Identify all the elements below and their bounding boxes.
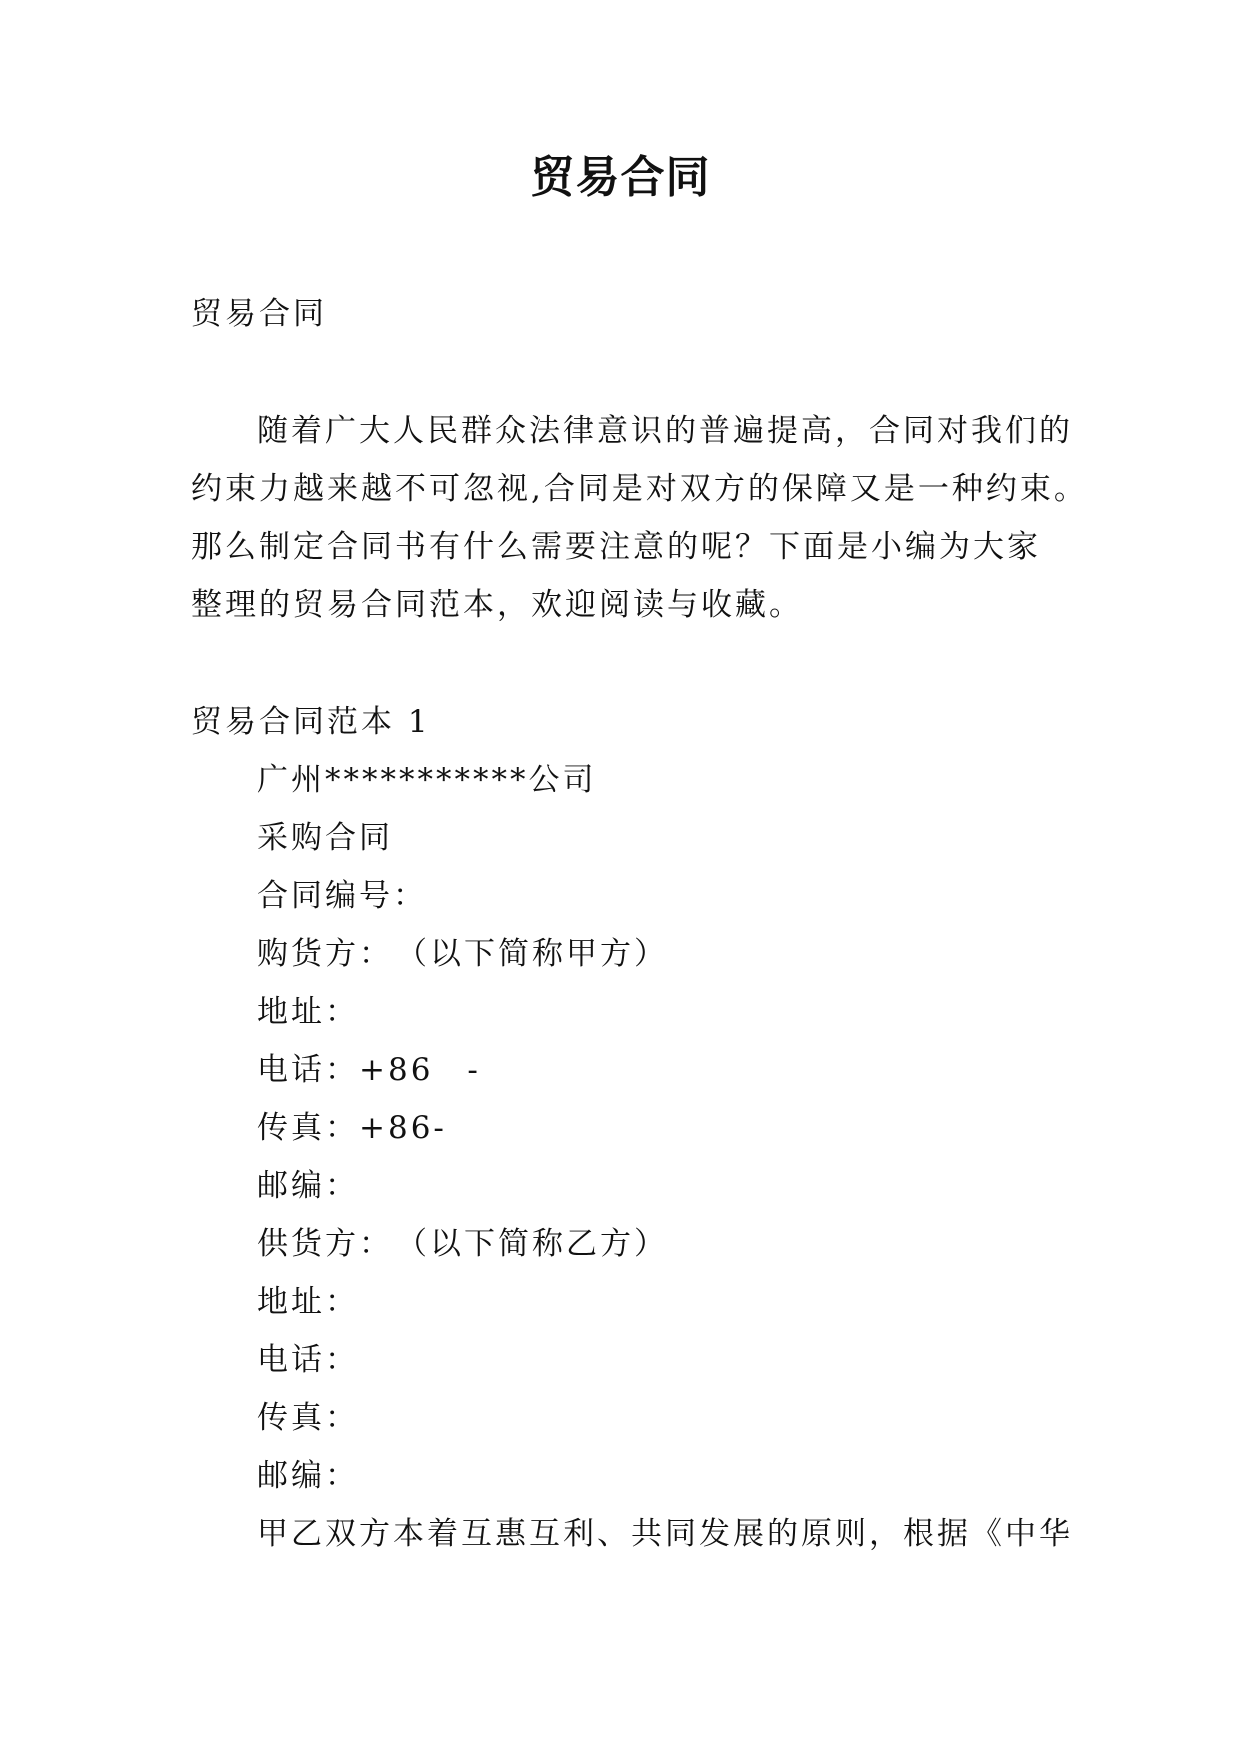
supplier-postcode-field: 邮编： <box>257 1458 359 1494</box>
contract-type: 采购合同 <box>257 820 393 856</box>
intro-line-2: 约束力越来越不可忽视,合同是对双方的保障又是一种约束。 <box>191 471 1088 507</box>
agreement-clause: 甲乙双方本着互惠互利、共同发展的原则，根据《中华 <box>257 1516 1073 1552</box>
supplier-phone-field: 电话： <box>257 1342 359 1378</box>
buyer-phone-field: 电话：+86 - <box>257 1052 481 1088</box>
intro-line-3: 那么制定合同书有什么需要注意的呢？下面是小编为大家 <box>191 529 1041 565</box>
supplier-address-field: 地址： <box>257 1284 359 1320</box>
buyer-field: 购货方： （以下简称甲方） <box>257 936 668 972</box>
document-title: 贸易合同 <box>530 152 711 203</box>
buyer-address-field: 地址： <box>257 994 359 1030</box>
sample-heading: 贸易合同范本 1 <box>191 704 431 740</box>
intro-line-4: 整理的贸易合同范本，欢迎阅读与收藏。 <box>191 587 803 623</box>
document-subtitle: 贸易合同 <box>191 296 327 332</box>
supplier-fax-field: 传真： <box>257 1400 359 1436</box>
supplier-field: 供货方： （以下简称乙方） <box>257 1226 668 1262</box>
buyer-postcode-field: 邮编： <box>257 1168 359 1204</box>
intro-line-1: 随着广大人民群众法律意识的普遍提高，合同对我们的 <box>257 413 1073 449</box>
buyer-fax-field: 传真：+86- <box>257 1110 447 1146</box>
contract-number-field: 合同编号： <box>257 878 427 914</box>
company-name: 广州***********公司 <box>257 762 597 798</box>
